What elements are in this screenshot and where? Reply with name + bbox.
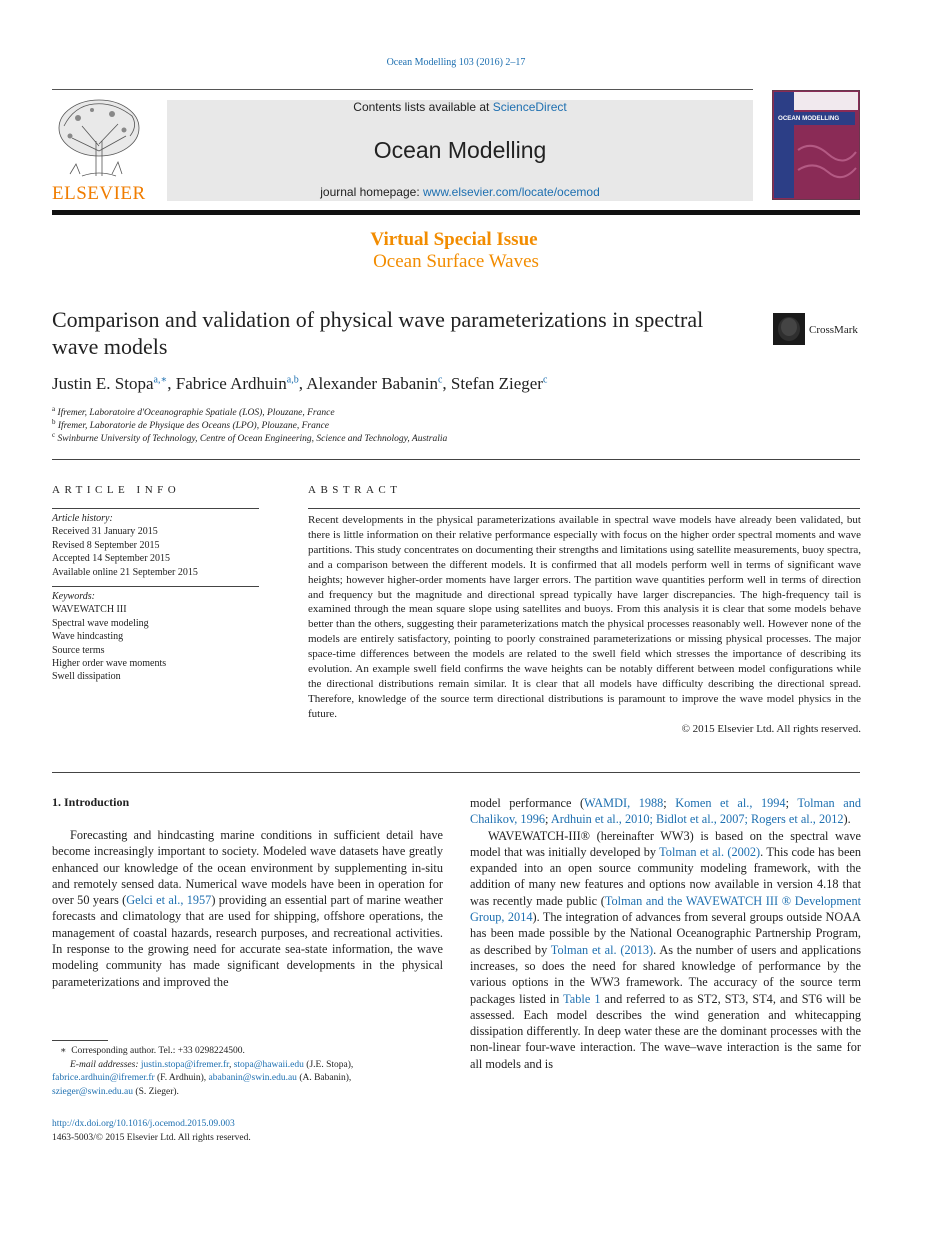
text-run: ;	[663, 796, 676, 810]
citation-link[interactable]: Ardhuin et al., 2010; Bidlot et al., 2007; Rogers et al., 2012	[550, 812, 844, 827]
abstract	[308, 513, 861, 737]
special-issue-subtitle: Ocean Surface Waves	[373, 251, 539, 272]
text-run: . As the number of users and applications increases, so does the need for shared knowledge of performance by the various options in the WW3 framework. The accuracy of the source term packages listed in	[470, 942, 861, 1006]
keyword: Higher order wave moments	[52, 658, 167, 670]
issn-line: 1463-5003/© 2015 Elsevier Ltd. All rights reserved.	[52, 1132, 251, 1143]
history-item: Available online 21 September 2015	[52, 566, 198, 578]
footnote-rule	[52, 1040, 108, 1041]
history-item: Accepted 14 September 2015	[52, 553, 171, 565]
contents-line	[167, 100, 753, 114]
text-run: ,	[228, 1059, 234, 1070]
citation-link[interactable]: Komen et al., 1994	[675, 796, 786, 810]
abstract-body: Recent developments in the physical parameterizations available in spectral wave models have already been validated, but there is little information on their relative performance especially with focus on the higher order spectral moments and wave partitions. This study concentrates on documenting their strengths and limitations using satellite measurements, buoy spectra, and a comparison between the different models. It is confirmed that all models perform well in terms of significant wave heights; however higher-order moments have larger errors. The partition wave quantities perform well in terms of direction and frequency but the magnitude and directional spread typically have larger discrepancies. The high-frequency tail is examined through the mean square slope using satellites and buoys. From this analysis it is clear that some models behave better than the others, suggesting their parameterizations match the physical processes reasonably well. However none of the models are entirely satisfactory, pointing to poorly constrained parameterizations or missing physical processes. The major space-time differences between the models are related to the swell field which stresses the importance of describing its evolution. An example swell field confirms the wave heights can be notably different between model configurations while the directional distributions remain similar. It is clear that all models have difficulty describing the directional spread. Therefore, knowledge of the source term directional distributions is paramount to improve the wave model physics in the future.	[308, 514, 861, 720]
history-item: Revised 8 September 2015	[52, 539, 160, 551]
text-run: and referred to as ST2, ST3, ST4, and ST6 will be assessed. Each model describes the wind generation and whitecapping dissipation differently. In deep water these are the dominant processes with the non-linear four-wave interaction. The wave–wave interaction is the same for all models and is	[470, 991, 862, 1071]
footnote-mark: ∗	[60, 1046, 67, 1056]
email-note	[52, 1086, 452, 1100]
keyword: Wave hindcasting	[52, 631, 124, 643]
text-run: WAVEWATCH-III® (hereinafter WW3) is based on the spectral wave model that was initially developed by	[470, 828, 861, 859]
section-heading-introduction: 1. Introduction	[52, 795, 130, 809]
doi-block	[52, 1118, 452, 1145]
affiliation	[52, 418, 329, 431]
email-note	[52, 1059, 452, 1073]
homepage-line	[167, 185, 753, 199]
keyword: Swell dissipation	[52, 671, 121, 683]
citation-link[interactable]: Gelci et al., 1957	[126, 893, 212, 908]
author-name[interactable]: Stefan Zieger	[450, 374, 543, 393]
email-label: E-mail addresses:	[70, 1059, 141, 1070]
author-affiliation-mark[interactable]: c	[437, 374, 443, 386]
crossmark-label[interactable]: CrossMark	[809, 324, 858, 336]
keyword: Spectral wave modeling	[52, 617, 149, 629]
body-column-left	[52, 827, 443, 990]
body-column-right	[470, 795, 861, 1072]
keywords-label: Keywords:	[52, 591, 95, 602]
text-run: (J.E. Stopa),	[303, 1059, 354, 1070]
text-run: ;	[785, 796, 798, 810]
author-affiliation-mark[interactable]: c	[542, 374, 548, 386]
affiliation-mark: c	[52, 431, 56, 439]
abstract-copyright: © 2015 Elsevier Ltd. All rights reserved.	[681, 722, 861, 735]
affiliation	[52, 405, 335, 418]
contents-prefix: Contents lists available at	[353, 100, 493, 114]
article-info-rule	[52, 508, 259, 509]
author-affiliation-mark[interactable]: a,∗	[153, 374, 168, 386]
citation-link[interactable]: WAMDI, 1988	[584, 796, 664, 810]
affiliation-mark: b	[52, 418, 56, 426]
author-name[interactable]: Fabrice Ardhuin	[175, 374, 287, 393]
email-link[interactable]: fabrice.ardhuin@ifremer.fr	[52, 1073, 155, 1083]
paragraph	[470, 828, 861, 1072]
footnote-text: Corresponding author. Tel.: +33 0298224500.	[71, 1046, 245, 1056]
email-link[interactable]: stopa@hawaii.edu	[233, 1059, 304, 1070]
author-affiliation-mark[interactable]: a,b	[286, 374, 299, 386]
abstract-rule	[308, 508, 860, 509]
history-item: Received 31 January 2015	[52, 526, 158, 538]
author-list: Justin E. Stopa$^{a,∗}$, Fabrice Ardhuin$^{a,b}$, Alexander Babanin$^c$, Stefan Zieger$^c$	[52, 374, 548, 393]
text-run: ). The integration of advances from several groups outside NOAA has been made possible by the National Oceanographic Partnership Program, as described by	[470, 910, 861, 957]
crossmark-icon[interactable]	[773, 313, 805, 345]
author-name[interactable]: Alexander Babanin	[306, 374, 438, 393]
article-title: Comparison and validation of physical wave parameterizations in spectral wave models	[52, 307, 704, 359]
article-history	[52, 512, 262, 579]
text-run: Forecasting and hindcasting marine conditions in sufficient detail have become increasingly important to society. Modeled wave datasets have greatly enhanced our knowledge of the ocean environment by supplementing in-situ and remotely sensed data. Numerical wave models have been in operation for over 50 years (	[52, 828, 443, 908]
special-issue-title: Virtual Special Issue	[370, 229, 538, 250]
corresponding-author-note	[52, 1045, 452, 1059]
journal-cover-image[interactable]	[772, 90, 860, 200]
affiliation-rule	[52, 459, 860, 460]
publisher-name: ELSEVIER	[52, 183, 146, 204]
citation-link[interactable]: Tolman and the WAVEWATCH III ® Development Group, 2014	[470, 893, 862, 925]
text-run: ) providing an essential part of marine weather forecasts and climatology that are used for shipping, offshore operations, the management of coastal hazards, research purposes, and recreational activities. In response to the growing need for accurate sea-state information, the wave modeling community has made significant developments in the physical parameterizations and improved the	[52, 893, 443, 989]
citation-link[interactable]: Tolman et al. (2013)	[550, 942, 654, 957]
email-link[interactable]: justin.stopa@ifremer.fr	[140, 1059, 229, 1070]
text-run: (A. Babanin),	[296, 1073, 352, 1083]
text-run: model performance (	[470, 796, 585, 810]
body-rule	[52, 772, 860, 773]
cover-title: OCEAN MODELLING	[778, 115, 840, 122]
citation-link[interactable]: Tolman and Chalikov, 1996	[470, 796, 861, 827]
keywords	[52, 590, 262, 684]
affiliation	[52, 431, 447, 444]
keyword: WAVEWATCH III	[52, 604, 127, 616]
email-link[interactable]: ababanin@swin.edu.au	[208, 1073, 297, 1083]
affiliation-text: Ifremer, Laboratorie de Physique des Oceans (LPO), Plouzane, France	[57, 421, 330, 432]
header-thick-rule	[52, 210, 860, 215]
email-note	[52, 1072, 452, 1086]
affiliation-mark: a	[52, 405, 56, 413]
doi-link[interactable]: http://dx.doi.org/10.1016/j.ocemod.2015.09.003	[52, 1119, 235, 1129]
text-run: ;	[545, 812, 551, 827]
footnotes	[52, 1045, 452, 1099]
table-link[interactable]: Table 1	[563, 991, 601, 1006]
journal-reference[interactable]: Ocean Modelling 103 (2016) 2–17	[386, 57, 526, 68]
affiliation-text: Ifremer, Laboratoire d'Oceanographie Spatiale (LOS), Plouzane, France	[57, 408, 335, 419]
citation-link[interactable]: Tolman et al. (2002)	[659, 844, 761, 859]
paragraph	[52, 827, 443, 990]
homepage-prefix: journal homepage:	[320, 185, 423, 199]
affiliation-text: Swinburne University of Technology, Centre of Ocean Engineering, Science and Technology, Australia	[57, 434, 448, 445]
text-run: . This code has been expanded into an open source community modeling framework, with the addition of many new features and options now available in version 4.18 that was recently made public (	[470, 844, 862, 908]
homepage-link[interactable]: www.elsevier.com/locate/ocemod	[423, 185, 600, 199]
text-run: (F. Ardhuin),	[154, 1073, 209, 1083]
journal-title: Ocean Modelling	[373, 137, 547, 163]
header-rule	[52, 89, 753, 90]
abstract-heading: ABSTRACT	[308, 484, 402, 496]
sciencedirect-link[interactable]: ScienceDirect	[492, 100, 567, 114]
email-link[interactable]: szieger@swin.edu.au	[52, 1086, 134, 1097]
keywords-rule	[52, 586, 259, 587]
article-info-heading: ARTICLE INFO	[52, 484, 181, 496]
author-name[interactable]: Justin E. Stopa	[52, 374, 154, 393]
keyword: Source terms	[52, 644, 105, 656]
history-label: Article history:	[52, 513, 113, 524]
text-run: (S. Zieger).	[133, 1086, 179, 1097]
paragraph	[470, 795, 861, 828]
text-run: ).	[843, 812, 851, 827]
